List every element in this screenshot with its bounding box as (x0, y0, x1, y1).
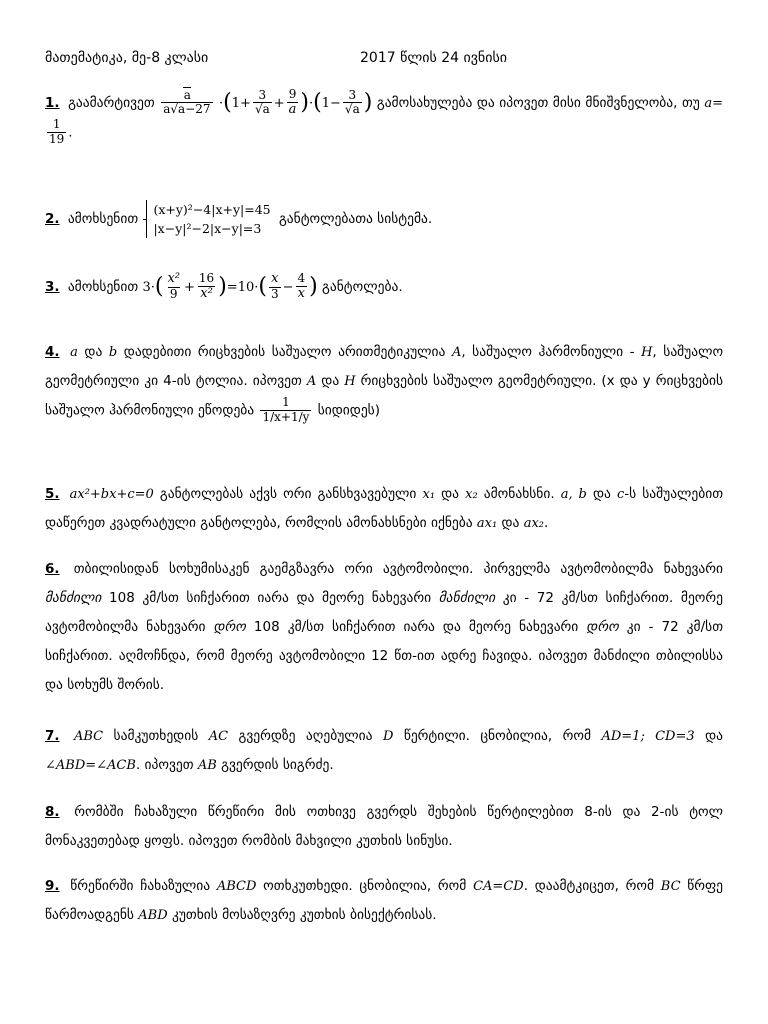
problem-7: 7. ABC სამკუთხედის AC გვერდზე აღებულია D წერტილი. ცნობილია, რომ AD=1; CD=3 და ∠ABD=∠ACB. იპოვეთ AB გვერდის სიგრძე. (45, 728, 723, 773)
problem-4: 4. a და b დადებითი რიცხვების საშუალო არითმეტიკულია A, საშუალო ჰარმონიული - H, საშუალო გეომეტრიული კი 4-ის ტოლია. იპოვეთ A და H რიცხვების საშუალო გეომეტრიული. (x და y რიცხვების საშუალო ჰარმონიული ეწოდება $\frac{1}{1/x+1/y}$ სიდიდეს) (45, 344, 724, 424)
problem-text-2: გამოსახულება და იპოვეთ მისი მნიშვნელობა, თუ (376, 94, 700, 111)
problem-9: 9. წრეწირში ჩახაზულია ABCD ოთხკუთხედი. ცნობილია, რომ CA=CD. დაამტკიცეთ, რომ BC წრფე წარმოადგენს ABD კუთხის მოსაზღვრე კუთხის ბისექტრისას. (45, 878, 723, 923)
equation-system: (x+y)²−4|x+y|=45 |x−y|²−2|x−y|=3 (146, 200, 270, 238)
header (45, 50, 723, 72)
problem-6: 6. თბილისიდან სოხუმისაკენ გაემგზავრა ორი ავტომობილი. პირველმა ავტომობილმა ნახევარი მანძილი 108 კმ/სთ სიჩქარით იარა და მეორე ნახევარი მანძილი კი - 72 კმ/სთ სიჩქარით. მეორე ავტომობილმა ნახევარი დრო 108 კმ/სთ სიჩქარით იარა და მეორე ნახევარი დრო კი - 72 კმ/სთ სიჩქარით. აღმოჩნდა, რომ მეორე ავტომობილი 12 წთ-ით ადრე ჩავიდა. იპოვეთ მანძილი თბილისსა და სოხუმს შორის. (45, 561, 724, 693)
problem-number: 6. (45, 561, 60, 577)
problem-3: 3. ამოხსენით 3·( $\frac{\text{x²}}{9}$ + $\frac{16}{\text{x²}}$ )=10·( $\frac{x}{3}$ − $\frac{4}{x}$ ) განტოლება. (45, 271, 403, 301)
date-label: 2017 წლის 24 ივნისი (360, 50, 508, 66)
problem-number: 2. (45, 211, 60, 227)
problem-number: 1. (45, 94, 60, 111)
fraction: $\frac{a}{a√a-27}$ (163, 87, 211, 117)
problem-number: 9. (45, 878, 60, 894)
problem-2: 2. ამოხსენით (x+y)²−4|x+y|=45 |x−y|²−2|x−y|=3 განტოლებათა სისტემა. (45, 202, 433, 236)
problem-5: 5. ax²+bx+c=0 განტოლებას აქვს ორი განსხვავებული x₁ და x₂ ამონახსნი. a, b და c-ს საშუალებით დაწერეთ კვადრატული განტოლება, რომლის ამონახსნები იქნება ax₁ და ax₂. (45, 486, 724, 531)
problem-number: 4. (45, 344, 60, 360)
problem-number: 7. (45, 728, 60, 744)
problem-number: 5. (45, 486, 60, 502)
subject-label: მათემატიკა, მე-8 კლასი (45, 50, 209, 66)
problem-number: 3. (45, 278, 60, 295)
problem-number: 8. (45, 804, 60, 820)
problem-8: 8. რომბში ჩახაზული წრეწირი მის ოთხივე გვერდს შეხების წერტილებით 8-ის და 2-ის ტოლ მონაკვეთებად ყოფს. იპოვეთ რომბის მახვილი კუთხის სინუსი. (45, 804, 724, 849)
harmonic-fraction: $\frac{1}{1/x+1/y}$ (262, 395, 310, 424)
problem-1: 1. გაამარტივეთ $\frac{a}{a√a-27}$ ·(1+ $\frac{3}{√a}$ + $\frac{9}{a}$ )·(1− $\frac{3}{√a}$ ) გამოსახულება და იპოვეთ მისი მნიშვნელობა, თუ a= $\frac{1}{19}$ . (45, 87, 724, 146)
problem-text: გაამარტივეთ (68, 94, 155, 111)
